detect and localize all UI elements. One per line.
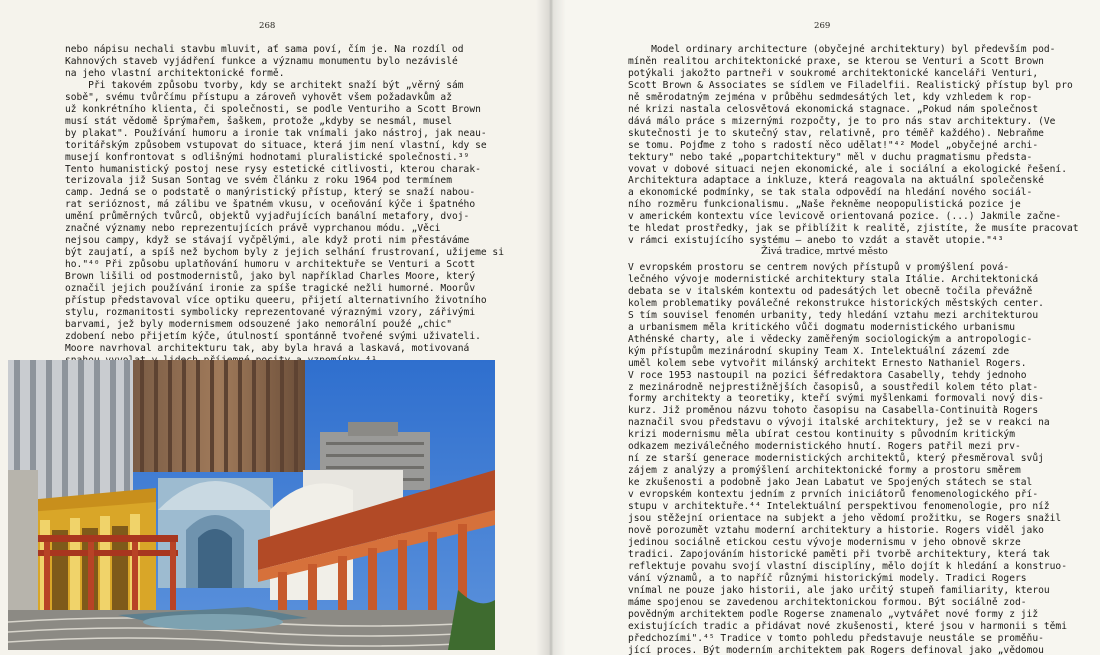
left-page xyxy=(0,0,549,655)
left-page-body-text: nebo nápisu nechali stavbu mluvit, ať sama poví, čím je. Na rozdíl od Kahnových staveb vyjádření funkce a významu monumentu bylo nezávislé na jeho vlastní architektonické formě. Při takovém způsobu tvorby, kdy se architekt snaží být „věrný sám sobě", svému tvůrčímu přístupu a zároveň vyhovět všem požadavkům až už konkrétního klienta, či společnosti, se podle Venturiho a Scott Brown musí stát vědomě šprýmařem, šaškem, protože „kdyby se nesmál, musel by plakat". Používání humoru a ironie tak vnímali jako nástroj, jak neau- toritářským způsobem vstupovat do situace, která jim není vlastní, kdy se musejí konfrontovat s odlišnými hodnotami pluralistické společnosti.³⁹ Tento humanistický postoj nese rysy estetické citlivosti, kterou charak- terizovala již Susan Sontag ve svém článku z roku 1964 pod termínem camp. Jedná se o podstatě o manýristický přístup, který se snaží nabou- rat serióznost, má zálibu ve špatném vkusu, v oceňování kýče i špatného umění průměrných tvůrců, objektů vyjadřujících banální metafory, dvoj- značné významy nebo reprezentujících právě vyprchanou módu. „Věci nejsou campy, když se stávají vyčpělými, ale když proti nim přestáváme být zaujatí, a spíš než bychom byly z jejich selhání frustrovaní, užijeme si ho."⁴⁰ Při způsobu uplatňování humoru v architektuře se Venturi a Scott Brown lišili od postmodernistů, jako byl například Charles Moore, který označil jejich používání ironie za spíše tragické nežli humorné. Moorův přístup představoval více optiku queeru, přijetí alternativního životního stylu, rozmanitosti symbolicky reprezentované výraznými vzory, zářivými barvami, jež byly modernismem odsouzené jako nemorální použé „chic" zdobení nebo přijetím kýče, útulností spontánně tvořené svými uživateli. Moore navrhoval architekturu tak, aby byla hravá a laskavá, motivovaná xyxy=(65,44,504,354)
right-page-section-text: V evropském prostoru se centrem nových přístupů v promýšlení pová- lečného vývoje modernistické architektury stala Itálie. Architektonická debata se v italském kontextu od padesátých let obecně točila převážně kolem problematiky poválečné rekonstrukce historických městských center. S tím souvisel fenomén urbanity, tedy hledání vztahu mezi architekturou a urbanismem měla kritického vůči dogmatu modernistického urbanismu Athénské charty, ale i vědecky zaměřeným sociologickým a antropologic- kým přístupům mezinárodní skupiny Team X. Intelektuální zázemí zde uměl kolem sebe vytvořit milánský architekt Ernesto Nathaniel Rogers. V roce 1953 nastoupil na pozici šéfredaktora Casabelly, tehdy jednoho z mezinárodně nejprestižnějších časopisů, a soustředil kolem této plat- formy architekty a teoretiky, kteří svými myšlenkami formovali nový dis- kurz. Již proměnou názvu tohoto časopisu na Casabella-Continuità Rogers naznačil svou představu o vývoji italské architektury, jež se v reakci na krizi modernismu měla ubírat cestou kontinuity s původním kritickým odkazem meziválečného modernistického hnutí. Rogers patřil mezi prv- ní ze starší generace modernistických architektů, který přesměroval svůj zájem z analýzy a promýšlení architektonické formy a prostoru směrem ke zkušenosti a podobně jako Jean Labatut ve Spojených státech se stal v evropském kontextu jedním z prvních iniciátorů fenomenologického pří- stupu v architektuře.⁴⁴ Intelektuální perspektivou fenomenologie, pro níž jsou stěžejní orientace na subjekt a jeho vědomí prožitku, se Rogers snažil nově porozumět vztahu moderní architektury a historie. Rogers viděl jako jedinou sociálně etickou cestu vývoje modernismu v jeho obnově skrze tradici. Zapojováním historické paměti při tvorbě architektury, která tak reflektuje povahu svojí vlastní disciplíny, mělo dojít k hledání a konstruo- vání významů, a to napříč různými historickými modely. Tradici Rogers vnímal ne pouze jako historii, ale jako určitý stupeň familiarity, kterou máme spojenou se zavedenou architektonickou formou. Být sociálně zod- povědným architektem podle Rogerse znamenalo „vytvářet nové formy z již existujících tradic a přidávat nové zkušenosti, které jsou v harmonii s těmi předchozími".⁴⁵ Tradice v tomto pohledu představuje neustále se proměňu- jící proces. Být moderním architektem pak Rogers definoval jako „vědomou xyxy=(628,262,1067,655)
right-page-number: 269 xyxy=(814,21,831,31)
right-page-first-paragraph: Model ordinary architecture (obyčejné architektury) byl především pod- míněn realitou architektonické praxe, se kterou se Venturi a Scott Brown potýkali jakožto partneři v soukromé architektonické kanceláři Venturi, Scott Brown & Associates se sídlem ve Filadelfii. Realistický přístup byl pro ně směrodatným zejména v průběhu sedmdesátých let, kdy vzhledem k rop- né krizi nastala celosvětová ekonomická stagnace. „Pokud nám společnost dává málo práce s mizernými rozpočty, je to pro nás stav architektury. (Ve skutečnosti je to skutečný stav, relativně, pro téměř každého). Nebraňme se tomu. Pojďme z toho s radostí něco udělat!"⁴² Model „obyčejné archi- tektury" nebo také „popartchitektury" měl v duchu pragmatismu předsta- vovat v dobové situaci nejen ekonomické, ale i sociální a ekologické řešení. Architektura adaptace a inkluze, která reagovala na aktuální společenské a ekonomické podmínky, se tak stala odpovědí na hledání nového sociál- ního rozměru funkcionalismu. „Naše řekněme neopopulistická pozice je v americkém kontextu více levicově orientovaná pozice. (...) Jakmile začne- te hledat prostředky, jak se přiblížit k realitě, zjistíte, že musíte pracovat v rámci existujícího systému – anebo to vzdát a stavět utopie."⁴³ xyxy=(628,44,1079,247)
section-heading: Živá tradice, mrtvé město xyxy=(761,246,888,257)
architecture-photo xyxy=(8,360,495,650)
right-page xyxy=(549,0,1100,655)
left-page-number: 268 xyxy=(259,21,276,31)
